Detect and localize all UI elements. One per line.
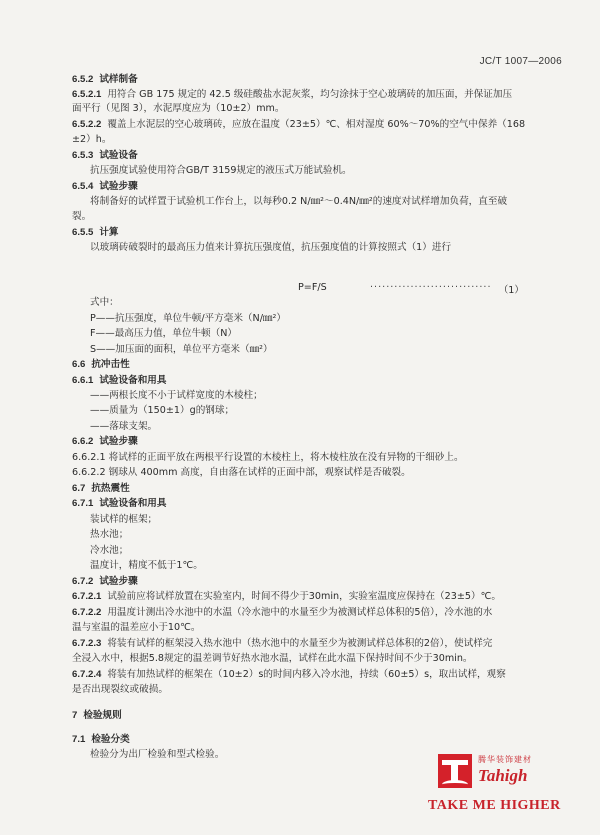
clause-number: 6.7.2.1 <box>72 591 102 602</box>
text-line-l25 <box>72 467 560 479</box>
text-line-l8 <box>72 181 560 193</box>
clause-text: 全浸入水中，根据5.8规定的温差调节好热水池水温，试样在此水温下保持时间不少于30min。 <box>72 653 473 664</box>
clause-number: 6.7.2 <box>72 576 94 587</box>
clause-heading: 抗冲击性 <box>91 359 130 370</box>
clause-text: ——两根长度不小于试样宽度的木棱柱； <box>90 390 263 401</box>
clause-text: 用符合 GB 175 规定的 42.5 级硅酸盐水泥灰浆，均匀涂抹于空心玻璃砖的加压面，并保证加压 <box>107 89 513 100</box>
logo-mark-icon <box>438 754 472 788</box>
text-line-l16 <box>90 328 560 340</box>
clause-text: ——质量为（150±1）g的钢球； <box>90 405 235 416</box>
text-line-l12 <box>90 242 560 254</box>
clause-heading: 计算 <box>99 227 119 238</box>
text-line-l28 <box>90 514 560 526</box>
clause-text: 将制备好的试样置于试验机工作台上，以每秒0.2 N/㎜²～0.4N/㎜²的速度对试样增加负荷，直至破 <box>90 196 508 207</box>
clause-heading: 试验步骤 <box>99 436 138 447</box>
text-line-l11 <box>72 227 560 239</box>
text-line-l4 <box>72 119 560 131</box>
clause-number: 6.5.2 <box>72 74 94 85</box>
text-line-l34 <box>72 607 560 619</box>
tahigh-logo <box>428 752 588 822</box>
clause-text: 将装有加热试样的框架在（10±2）s的时间内移入冷水池，持续（60±5）s，取出试样，观察 <box>107 669 506 680</box>
text-line-l17 <box>90 344 560 356</box>
clause-number: 6.6.1 <box>72 375 94 386</box>
text-line-l9 <box>90 196 560 208</box>
clause-text: 以玻璃砖破裂时的最高压力值来计算抗压强度值，抗压强度值的计算按照式（1）进行 <box>90 242 452 253</box>
text-line-l26 <box>72 483 560 495</box>
clause-heading: 试验设备和用具 <box>99 375 167 386</box>
clause-text: 覆盖上水泥层的空心玻璃砖，应放在温度（23±5）℃、相对湿度 60%～70%的空气中保养（168 <box>107 119 526 130</box>
clause-number: 6.7.2.2 <box>72 607 102 618</box>
text-line-l38 <box>72 669 560 681</box>
clause-number: 7.1 <box>72 734 86 745</box>
text-line-l24 <box>72 452 560 464</box>
text-line-l23 <box>72 436 560 448</box>
text-line-l36 <box>72 638 560 650</box>
clause-text: F——最高压力值，单位牛顿（N） <box>90 328 238 339</box>
clause-text: 6.6.2.2 钢球从 400mm 高度，自由落在试样的正面中部，观察试样是否破裂。 <box>72 467 411 478</box>
clause-number: 6.6 <box>72 359 86 370</box>
clause-text: 6.6.2.1 将试样的正面平放在两根平行设置的木棱柱上，将木棱柱放在没有异物的干细砂上。 <box>72 452 464 463</box>
clause-heading: 试验步骤 <box>99 576 138 587</box>
clause-number: 6.7.2.3 <box>72 638 102 649</box>
logo-slogan: TAKE ME HIGHER <box>428 798 561 813</box>
standard-code: JC/T 1007—2006 <box>479 56 562 67</box>
clause-number: 6.5.2.1 <box>72 89 102 100</box>
clause-text: ——落球支架。 <box>90 421 158 432</box>
text-line-l22 <box>90 421 560 433</box>
clause-number: 6.5.3 <box>72 150 94 161</box>
clause-heading: 试样制备 <box>99 74 138 85</box>
clause-number: 6.7.1 <box>72 498 94 509</box>
text-line-l35 <box>72 622 560 634</box>
clause-text: 装试样的框架； <box>90 514 158 525</box>
text-line-l31 <box>90 560 560 572</box>
clause-number: 7 <box>72 710 78 721</box>
text-line-l39 <box>72 684 560 696</box>
text-line-l27 <box>72 498 560 510</box>
text-line-l7 <box>90 165 560 177</box>
text-line-l37 <box>72 653 560 665</box>
clause-heading: 检验分类 <box>91 734 130 745</box>
text-line-l15 <box>90 313 560 325</box>
clause-text: 温度计，精度不低于1℃。 <box>90 560 203 571</box>
text-line-l20 <box>90 390 560 402</box>
clause-number: 6.5.4 <box>72 181 94 192</box>
text-line-l19 <box>72 375 560 387</box>
clause-text: 温与室温的温差应小于10℃。 <box>72 622 201 633</box>
logo-english-name: Tahigh <box>478 766 528 785</box>
text-line-l40 <box>72 710 560 722</box>
clause-number: 6.5.2.2 <box>72 119 102 130</box>
text-line-l29 <box>90 529 560 541</box>
clause-text: 式中： <box>90 297 119 308</box>
clause-number: 6.7 <box>72 483 86 494</box>
text-line-l10 <box>72 211 560 223</box>
clause-text: 将装有试样的框架浸入热水池中（热水池中的水量至少为被测试样总体积的2倍），使试样完 <box>107 638 493 649</box>
text-line-l2 <box>72 89 560 101</box>
clause-heading: 试验步骤 <box>99 181 138 192</box>
clause-number: 6.7.2.4 <box>72 669 102 680</box>
text-line-l30 <box>90 545 560 557</box>
text-line-l3 <box>72 103 560 115</box>
clause-heading: 抗热震性 <box>91 483 130 494</box>
clause-text: 冷水池； <box>90 545 129 556</box>
clause-text: P——抗压强度，单位牛顿/平方毫米（N/㎜²） <box>90 313 286 324</box>
clause-text: 抗压强度试验使用符合GB/T 3159规定的液压式万能试验机。 <box>90 165 352 176</box>
logo-chinese-name: 腾华装饰建材 <box>478 755 532 764</box>
clause-text: ±2）h。 <box>72 134 112 145</box>
clause-text: 试验前应将试样放置在实验室内，时间不得少于30min，实验室温度应保持在（23±5）℃。 <box>107 591 501 602</box>
text-line-l1 <box>72 74 560 86</box>
clause-heading: 检验规则 <box>83 710 122 721</box>
clause-heading: 试验设备 <box>99 150 138 161</box>
clause-number: 6.5.5 <box>72 227 94 238</box>
text-line-l21 <box>90 405 560 417</box>
text-line-l41 <box>72 734 560 746</box>
text-line-l32 <box>72 576 560 588</box>
text-line-l18 <box>72 359 560 371</box>
formula-expression: P=F/S <box>298 282 327 293</box>
formula-number: （1） <box>498 285 524 296</box>
clause-text: 面平行（见图 3），水泥厚度应为（10±2）mm。 <box>72 103 285 114</box>
clause-text: 是否出现裂纹或破损。 <box>72 684 168 695</box>
text-line-l14 <box>90 297 560 309</box>
clause-text: 热水池； <box>90 529 129 540</box>
text-line-l6 <box>72 150 560 162</box>
clause-heading: 试验设备和用具 <box>99 498 167 509</box>
clause-number: 6.6.2 <box>72 436 94 447</box>
clause-text: 用温度计测出冷水池中的水温（冷水池中的水量至少为被测试样总体积的5倍），冷水池的水 <box>107 607 493 618</box>
clause-text: 裂。 <box>72 211 92 222</box>
formula-leader-dots: ······························ <box>370 282 492 293</box>
text-line-l33 <box>72 591 560 603</box>
text-line-l5 <box>72 134 560 146</box>
clause-text: 检验分为出厂检验和型式检验。 <box>90 749 225 760</box>
clause-text: S——加压面的面积，单位平方毫米（㎜²） <box>90 344 273 355</box>
